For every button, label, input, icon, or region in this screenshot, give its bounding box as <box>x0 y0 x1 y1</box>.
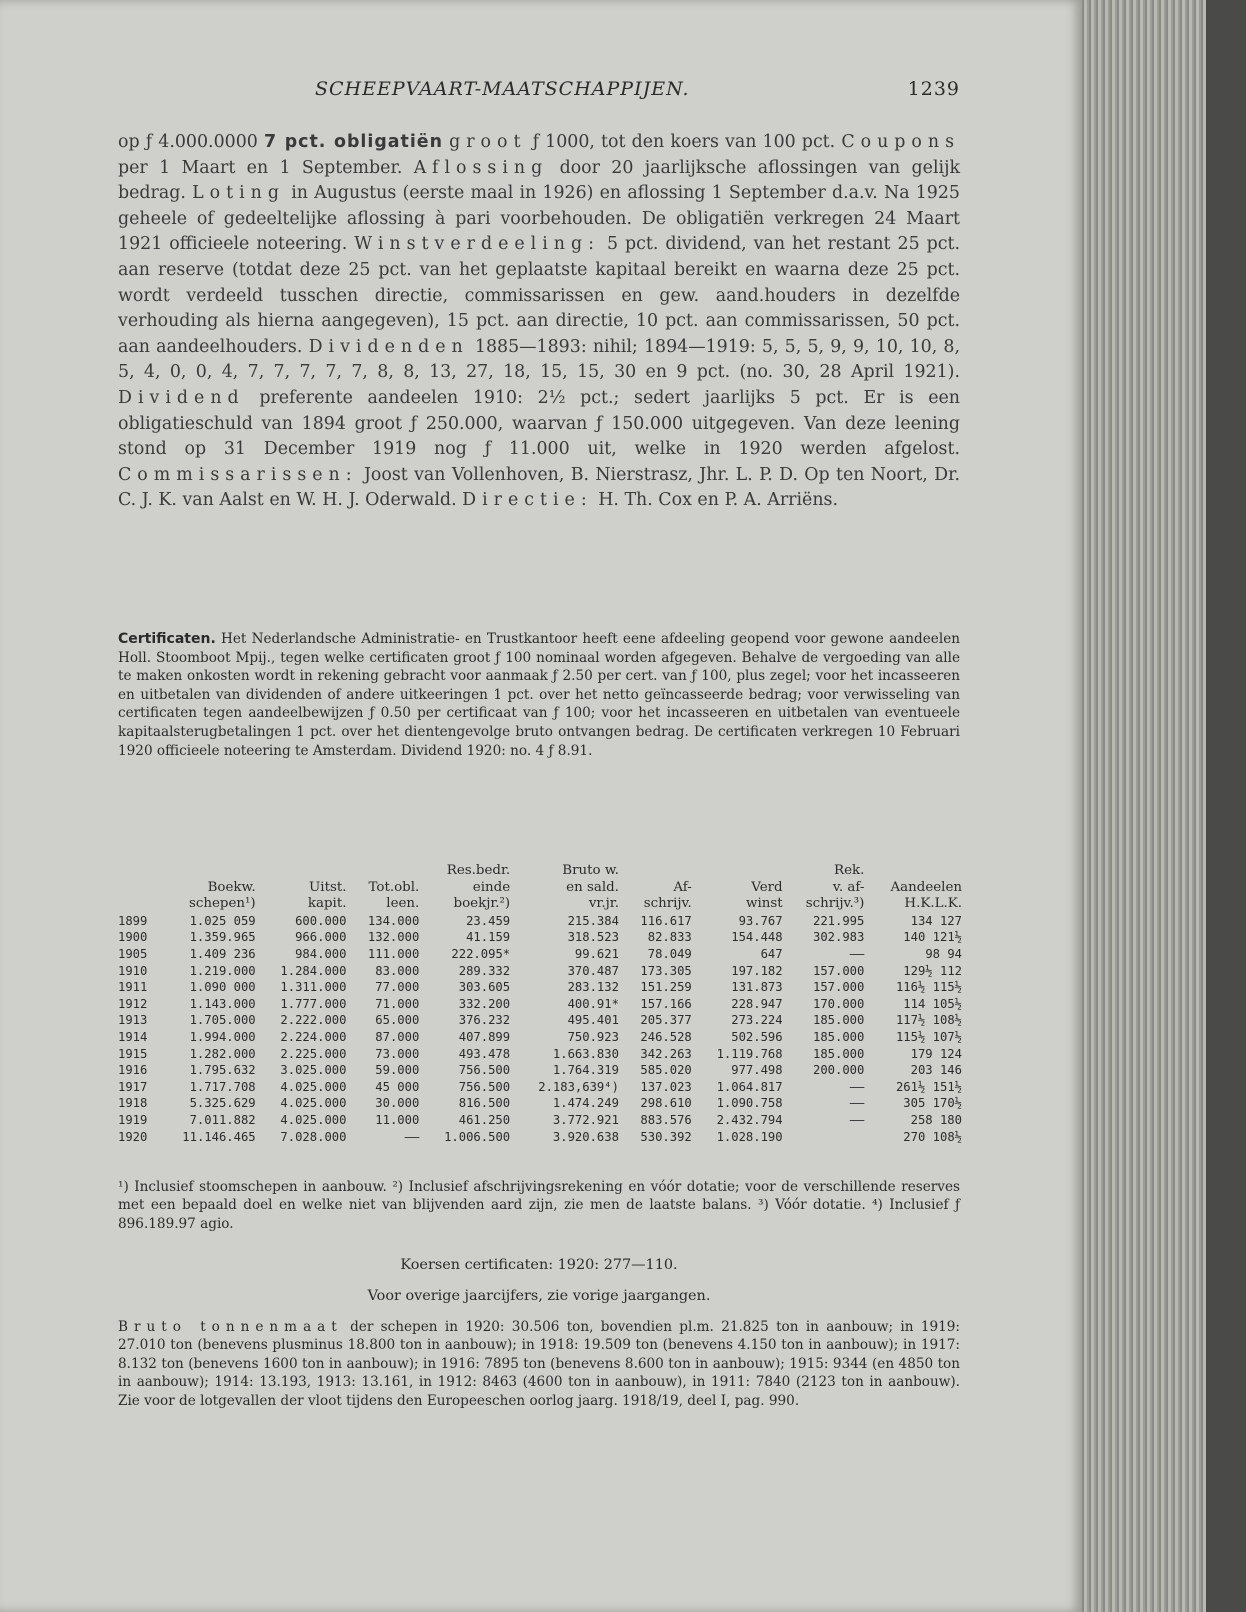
table-cell: 116.617 <box>640 913 692 928</box>
table-cell: 1.064.817 <box>716 1079 783 1094</box>
table-cell: 3.772.921 <box>552 1112 619 1127</box>
table-row <box>114 1095 966 1112</box>
table-cell: 298.610 <box>640 1096 692 1111</box>
table-row <box>114 1129 966 1146</box>
page-number: 1239 <box>907 78 960 100</box>
table-cell <box>787 1129 869 1146</box>
column-header <box>114 863 160 913</box>
table-row <box>114 1112 966 1129</box>
table-cell: 246.528 <box>640 1029 692 1044</box>
column-header: Rek. v. af- schrijv.³) <box>805 863 865 912</box>
column-header: Boekw. schepen¹) <box>189 879 256 912</box>
table-cell: 73.000 <box>375 1046 420 1061</box>
table-cell: 270 108½ <box>903 1129 962 1144</box>
table-cell: 2.222.000 <box>280 1013 347 1028</box>
table-cell: 2.224.000 <box>280 1029 347 1044</box>
table-header-row <box>114 863 966 913</box>
table-cell: 7.028.000 <box>280 1129 347 1144</box>
table-cell: 114 105½ <box>903 996 962 1011</box>
page-edges <box>1082 0 1246 1612</box>
text-fragment: H. Th. Cox en P. A. Arriëns. <box>598 490 838 511</box>
financial-table <box>114 863 966 1145</box>
table-cell: —— <box>849 1079 865 1094</box>
footnotes-text: ¹) Inclusief stoomschepen in aanbouw. ²) Inclusief afschrijvingsrekening en vóór dotatie; voor de verschillende reserves met een bepaald doel en welke niet van blijvenden aard zijn, zie men de laatste balans. ³) Vóór dotatie. ⁴) Inclusief ƒ 896.189.97 agio. <box>118 1179 960 1232</box>
table-cell: 4.025.000 <box>280 1079 347 1094</box>
table-cell: 816.500 <box>458 1096 511 1111</box>
bond-heading: 7 pct. obligatiën <box>263 132 443 152</box>
table-cell: 45 000 <box>375 1079 420 1094</box>
table-cell: 1913 <box>118 1013 148 1028</box>
table-row <box>114 979 966 996</box>
table-cell: 3.025.000 <box>280 1063 347 1078</box>
table-cell: 261½ 151½ <box>895 1079 962 1094</box>
table-cell: 1.409 236 <box>189 946 256 961</box>
table-cell: 1914 <box>118 1029 148 1044</box>
table-cell: 1.359.965 <box>189 930 256 945</box>
table-cell: 117½ 108½ <box>895 1013 962 1028</box>
table-cell: 1911 <box>118 980 148 995</box>
table-cell: 303.605 <box>458 980 511 995</box>
text-fragment: in Augustus (eerste maal in 1926) en aflossing 1 September d.a.v. Na 1925 geheele of gedeeltelijke aflossing à pari voorbehouden. De obligatiën verkregen 24 Maart 1921 officieele noteering. <box>118 183 961 255</box>
table-cell: 200.000 <box>813 1063 865 1078</box>
table-row <box>114 913 966 930</box>
table-cell: 1899 <box>118 913 148 928</box>
table-cell: 332.200 <box>458 996 511 1011</box>
table-cell: 1.994.000 <box>189 1029 256 1044</box>
table-cell: 221.995 <box>813 913 865 928</box>
table-cell: 1.705.000 <box>189 1013 256 1028</box>
table-cell: 115½ 107½ <box>895 1029 962 1044</box>
column-header: Aandeelen H.K.L.K. <box>890 879 962 912</box>
table-cell: 1.311.000 <box>280 980 347 995</box>
table-cell: 2.432.794 <box>716 1112 783 1127</box>
table-cell: 370.487 <box>567 963 619 978</box>
table-row <box>114 996 966 1013</box>
table-cell: 1.282.000 <box>189 1046 256 1061</box>
table-body <box>114 913 966 1145</box>
column-header: Res.bedr. einde boekjr.²) <box>446 863 511 912</box>
table-cell: 131.873 <box>731 980 783 995</box>
table-cell: 1.284.000 <box>280 963 347 978</box>
table-cell: 116½ 115½ <box>895 980 962 995</box>
text-fragment: per 1 Maart en 1 September. <box>118 157 403 178</box>
text-fragment: op ƒ 4.000.0000 <box>118 132 258 152</box>
table-cell: 1.717.708 <box>189 1079 256 1094</box>
table-cell: —— <box>849 1096 865 1111</box>
text-fragment: door 20 jaarlijksche aflossingen van gelijk bedrag. <box>118 157 961 204</box>
table-cell: 30.000 <box>375 1096 420 1111</box>
table-cell: 1917 <box>118 1079 148 1094</box>
table-cell: 179 124 <box>910 1046 962 1061</box>
spaced-term: Dividenden <box>308 336 469 357</box>
table-cell: 205.377 <box>640 1013 692 1028</box>
table-cell: 305 170½ <box>903 1096 962 1111</box>
table-cell: 140 121½ <box>903 930 962 945</box>
table-cell: 93.767 <box>738 913 783 928</box>
table-cell: 289.332 <box>458 963 511 978</box>
table-cell: 756.500 <box>458 1063 511 1078</box>
table-cell: 4.025.000 <box>280 1096 347 1111</box>
table-cell: 98 94 <box>925 946 962 961</box>
table-cell: 1.663.830 <box>552 1046 619 1061</box>
table-cell: 984.000 <box>295 946 347 961</box>
table-cell: 966.000 <box>295 930 347 945</box>
table-cell: 1900 <box>118 930 148 945</box>
table-cell: 1.143.000 <box>189 996 256 1011</box>
table-cell: 407.899 <box>458 1029 511 1044</box>
table-cell: 65.000 <box>375 1013 420 1028</box>
table-cell: 185.000 <box>813 1029 865 1044</box>
certificaten-heading: Certificaten. <box>118 631 216 647</box>
table-cell: 1905 <box>118 946 148 961</box>
footnotes <box>118 1178 960 1233</box>
table-cell: 342.263 <box>640 1046 692 1061</box>
table-cell: 170.000 <box>813 996 865 1011</box>
table-cell: 111.000 <box>367 946 420 961</box>
table-cell: 77.000 <box>375 980 420 995</box>
table-cell: 7.011.882 <box>189 1112 256 1127</box>
table-cell: 82.833 <box>647 930 692 945</box>
table-cell: 129½ 112 <box>903 963 962 978</box>
text-fragment: ƒ 1000, tot den koers van 100 pct. <box>532 132 836 152</box>
table-cell: 1916 <box>118 1063 148 1078</box>
table-row <box>114 1012 966 1029</box>
table-cell: —— <box>849 1112 865 1127</box>
table-cell: 83.000 <box>375 963 420 978</box>
table-cell: 1915 <box>118 1046 148 1061</box>
table-cell: 1.795.632 <box>189 1063 256 1078</box>
table-cell: 530.392 <box>640 1129 692 1144</box>
table-cell: 154.448 <box>731 930 783 945</box>
table-cell: 258 180 <box>910 1112 962 1127</box>
spaced-term: Coupons <box>841 132 961 152</box>
table-cell: 1912 <box>118 996 148 1011</box>
table-cell: 132.000 <box>367 930 420 945</box>
table-cell: 400.91* <box>567 996 619 1011</box>
table-cell: 283.132 <box>567 980 619 995</box>
table-cell: 273.224 <box>731 1013 783 1028</box>
table-row <box>114 1079 966 1096</box>
table-cell: 134.000 <box>367 913 420 928</box>
tonnage-heading: Bruto tonnenmaat <box>118 1319 343 1335</box>
tonnage-text: der schepen in 1920: 30.506 ton, bovendien pl.m. 21.825 ton in aanbouw; in 1919: 27.010 ton (benevens plusminus 18.800 ton in aanbouw); in 1918: 19.509 ton (benevens 4.150 ton in aanbouw); in 1917: 8.132 ton (benevens 1600 ton in aanbouw); in 1916: 7895 ton (benevens 8.600 ton in aanbouw); 1915: 9344 (en 4850 ton in aanbouw); 1914: 13.193, 1913: 13.161, in 1912: 8463 (4600 ton in aanbouw), in 1911: 7840 (2123 ton in aanbouw). Zie voor de lotgevallen der vloot tijdens den Europeeschen oorlog jaarg. 1918/19, deel I, pag. 990. <box>118 1319 960 1409</box>
table-cell: 1919 <box>118 1112 148 1127</box>
spaced-term: Dividend <box>118 387 245 408</box>
spaced-term: groot <box>449 132 527 152</box>
koersen-line: Koersen certificaten: 1920: 277—110. <box>400 1257 678 1273</box>
table-cell: 87.000 <box>375 1029 420 1044</box>
header-title: SCHEEPVAART-MAATSCHAPPIJEN. <box>315 78 690 100</box>
table-cell: 600.000 <box>295 913 347 928</box>
table-cell: 59.000 <box>375 1063 420 1078</box>
text-fragment: 5 pct. dividend, van het restant 25 pct. aan reserve (totdat deze 25 pct. van het geplaatste kapitaal bereikt en waarna deze 25 pct. wordt verdeeld tusschen directie, commissarissen en gew. aand.houders in dezelfde verhouding als hierna aangegeven), 15 pct. aan directie, 10 pct. aan commissarissen, 50 pct. aan aandeelhouders. <box>118 234 960 357</box>
table-cell: 215.384 <box>567 913 619 928</box>
table-cell: 99.621 <box>574 946 619 961</box>
table-cell: 3.920.638 <box>552 1129 619 1144</box>
table-cell: 2.183,639⁴) <box>538 1079 619 1094</box>
spaced-term: Commissarissen: <box>118 464 358 485</box>
table-cell: 1910 <box>118 963 148 978</box>
table-cell: 11.146.465 <box>182 1129 256 1144</box>
column-header: Verd winst <box>745 879 783 912</box>
table-cell: 197.182 <box>731 963 783 978</box>
table-cell: 41.159 <box>466 930 511 945</box>
table-cell: —— <box>849 946 865 961</box>
table-cell: 1.006.500 <box>444 1129 511 1144</box>
table-cell: 228.947 <box>731 996 783 1011</box>
table-cell: 585.020 <box>640 1063 692 1078</box>
table-cell: 203 146 <box>910 1063 962 1078</box>
text-fragment: 1885—1893: nihil; 1894—1919: 5, 5, 5, 9, 9, 10, 10, 8, 5, 4, 0, 0, 4, 7, 7, 7, 7, 7, 8, 8, 13, 27, 18, 15, 15, 30 en 9 pct. (no. 30, 28 April 1921). <box>118 336 961 383</box>
spaced-term: Winstverdeeling: <box>354 234 600 255</box>
table-cell: 1.764.319 <box>552 1063 619 1078</box>
running-header <box>110 78 960 102</box>
table-cell: 1.474.249 <box>552 1096 619 1111</box>
table-cell: 318.523 <box>567 930 619 945</box>
table-cell: 78.049 <box>647 946 692 961</box>
table-row <box>114 1029 966 1046</box>
table-cell: 756.500 <box>458 1079 511 1094</box>
table-cell: 1920 <box>118 1129 148 1144</box>
table-cell: 11.000 <box>375 1112 420 1127</box>
table-cell: 1.777.000 <box>280 996 347 1011</box>
table-cell: 1.219.000 <box>189 963 256 978</box>
table-cell: 1.028.190 <box>716 1129 783 1144</box>
table-cell: 1.025 059 <box>189 913 256 928</box>
table-cell: 185.000 <box>813 1013 865 1028</box>
table-cell: 23.459 <box>466 913 511 928</box>
table-cell: 493.478 <box>458 1046 511 1061</box>
table-cell: 134 127 <box>910 913 962 928</box>
table-cell: 4.025.000 <box>280 1112 347 1127</box>
table-cell: 151.259 <box>640 980 692 995</box>
table-cell: 71.000 <box>375 996 420 1011</box>
table-cell: 157.000 <box>813 963 865 978</box>
table-row <box>114 963 966 980</box>
table-cell: 222.095* <box>451 946 511 961</box>
table-cell: 157.000 <box>813 980 865 995</box>
table-cell: —— <box>404 1129 420 1144</box>
table-cell: 173.305 <box>640 963 692 978</box>
certificaten-text: Het Nederlandsche Administratie- en Trustkantoor heeft eene afdeeling geopend voor gewone aandeelen Holl. Stoomboot Mpij., tegen welke certificaten groot ƒ 100 nominaal worden afgegeven. Behalve de vergoeding van alle te maken onkosten wordt in rekening gebracht voor aanmaak ƒ 2.50 per cert. van ƒ 100, plus zegel; voor het incasseeren en uitbetalen van dividenden of andere uitkeeringen 1 pct. over het netto geïncasseerde bedrag; voor verwisseling van certificaten tegen aandeelbewijzen ƒ 0.50 per certificaat van ƒ 100; voor het incasseeren en uitbetalen van eventueele kapitaalsterugbetalingen 1 pct. over het dientengevolge bruto ontvangen bedrag. De certificaten verkregen 10 Februari 1920 officieele noteering te Amsterdam. Dividend 1920: no. 4 ƒ 8.91. <box>118 631 960 759</box>
table-cell: 5.325.629 <box>189 1096 256 1111</box>
table-cell: 647 <box>760 946 783 961</box>
table-cell: 977.498 <box>731 1063 783 1078</box>
spaced-term: Aflossing <box>413 157 549 178</box>
table-cell: 302.983 <box>813 930 865 945</box>
text-fragment: Joost van Vollenhoven, B. Nierstrasz, Jhr. L. P. D. Op ten Noort, Dr. C. J. K. van Aalst en W. H. J. Oderwald. <box>118 464 960 511</box>
column-header: Bruto w. en sald. vr.jr. <box>562 863 619 912</box>
table-row <box>114 1046 966 1063</box>
company-paragraph <box>118 130 960 514</box>
spaced-term: Directie: <box>462 490 593 511</box>
column-header: Tot.obl. leen. <box>368 879 420 912</box>
table-cell: 157.166 <box>640 996 692 1011</box>
table-cell: 750.923 <box>567 1029 619 1044</box>
tonnage-paragraph <box>118 1318 960 1410</box>
column-header: Uitst. kapit. <box>307 879 347 912</box>
text-fragment: preferente aandeelen 1910: 2½ pct.; sedert jaarlijks 5 pct. Er is een obligatieschuld van 1894 groot ƒ 250.000, waarvan ƒ 150.000 uitgegeven. Van deze leening stond op 31 December 1919 nog ƒ 11.000 uit, welke in 1920 werden afgelost. <box>118 387 961 460</box>
table-cell: 1.119.768 <box>716 1046 783 1061</box>
table-cell: 461.250 <box>458 1112 511 1127</box>
table-cell: 137.023 <box>640 1079 692 1094</box>
table-cell: 1918 <box>118 1096 148 1111</box>
table-cell: 495.401 <box>567 1013 619 1028</box>
table-cell: 1.090.758 <box>716 1096 783 1111</box>
table-cell: 883.576 <box>640 1112 692 1127</box>
table-cell: 376.232 <box>458 1013 511 1028</box>
table-row <box>114 1062 966 1079</box>
table-cell: 2.225.000 <box>280 1046 347 1061</box>
overige-line: Voor overige jaarcijfers, zie vorige jaargangen. <box>367 1288 711 1304</box>
table-cell: 1.090 000 <box>189 980 256 995</box>
table-row <box>114 929 966 946</box>
table-cell: 185.000 <box>813 1046 865 1061</box>
table-row <box>114 946 966 963</box>
column-header: Af- schrijv. <box>643 879 692 912</box>
spaced-term: Loting <box>192 183 285 204</box>
table-cell: 502.596 <box>731 1029 783 1044</box>
certificaten-paragraph <box>118 630 960 760</box>
